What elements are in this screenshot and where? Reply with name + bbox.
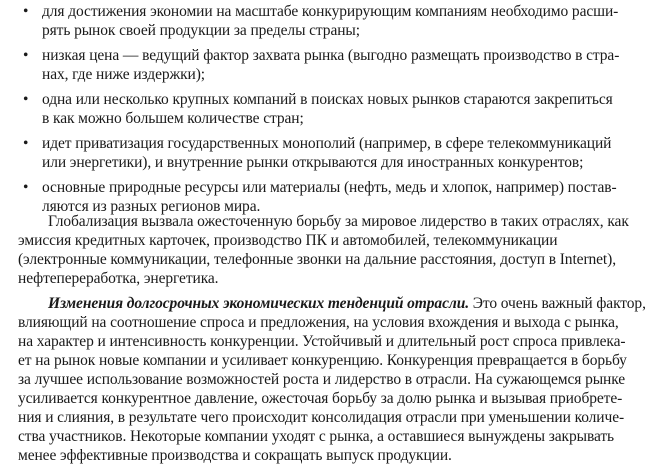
bullet-marker: • [23, 135, 29, 152]
list-item-line: в как можно большем количестве стран; [42, 110, 304, 127]
list-item-line: одна или несколько крупных компаний в поисках новых рынков стараются закрепиться [42, 91, 613, 108]
bullet-marker: • [23, 3, 29, 20]
paragraph-line: влияющий на соотношение спроса и предложения, на условия вхождения и выхода с рынка, [18, 314, 619, 331]
paragraph-line: ства участников. Некоторые компании уходят с рынка, а оставшиеся вынуждены закрывать [18, 428, 614, 445]
paragraph-line: эмиссия кредитных карточек, производство ПК и автомобилей, телекоммуникации [18, 232, 558, 249]
list-item [0, 46, 619, 84]
bullet-marker: • [23, 179, 29, 196]
paragraph-line: за лучшее использование возможностей роста и лидерство в отрасли. На сужающемся рынке [18, 371, 626, 388]
list-item [0, 90, 619, 128]
paragraph-line: ет на рынок новые компании и усиливает конкуренцию. Конкуренция превращается в борьбу [18, 352, 627, 369]
paragraph-line: менее эффективные производства и сокращать выпуск продукции. [18, 447, 452, 464]
list-item [0, 178, 619, 216]
paragraph-line: Глобализация вызвала ожесточенную борьбу за мировое лидерство в таких отраслях, как [48, 213, 629, 230]
paragraph-line [0, 294, 646, 313]
paragraph-line: на характер и интенсивность конкуренции. Устойчивый и длительный рост спроса привлека- [18, 333, 626, 350]
list-item [0, 134, 619, 172]
list-item-line: ляются из разных регионов мира. [42, 198, 261, 215]
bullet-list [0, 2, 619, 222]
list-item-line: рять рынок своей продукции за пределы страны; [42, 22, 360, 39]
paragraph-line: (электронные коммуникации, телефонные звонки на дальние расстояния, доступ в Internet), [18, 251, 616, 268]
list-item-line: основные природные ресурсы или материалы (нефть, медь и хлопок, например) постав- [42, 179, 617, 196]
list-item-line: низкая цена — ведущий фактор захвата рынка (выгодно размещать производство в стра- [42, 47, 620, 64]
paragraph-globalization [0, 212, 629, 288]
list-item-line: для достижения экономии на масштабе конкурирующим компаниям необходимо расши- [42, 3, 619, 20]
paragraph-line: усиливается конкурентное давление, ожесточая борьбу за долю рынка и вызывая приобрете- [18, 390, 623, 407]
paragraph-line: ния и слияния, в результате чего происходит консолидация отрасли при уменьшении количе- [18, 409, 625, 426]
list-item-line: или энергетики), и внутренние рынки открываются для иностранных конкурентов; [42, 154, 584, 171]
bullet-marker: • [23, 91, 29, 108]
paragraph-line: нефтепереработка, энергетика. [18, 270, 219, 287]
paragraph-lead: Изменения долгосрочных экономических тенденций отрасли. [48, 295, 469, 312]
list-item-line: нах, где ниже издержки); [42, 66, 206, 83]
bullet-marker: • [23, 47, 29, 64]
paragraph-long-term-trends [0, 294, 646, 465]
paragraph-lead-rest: Это очень важный фактор, [469, 295, 646, 312]
list-item-line: идет приватизация государственных монополий (например, в сфере телекоммуникаций [42, 135, 612, 152]
list-item [0, 2, 619, 40]
